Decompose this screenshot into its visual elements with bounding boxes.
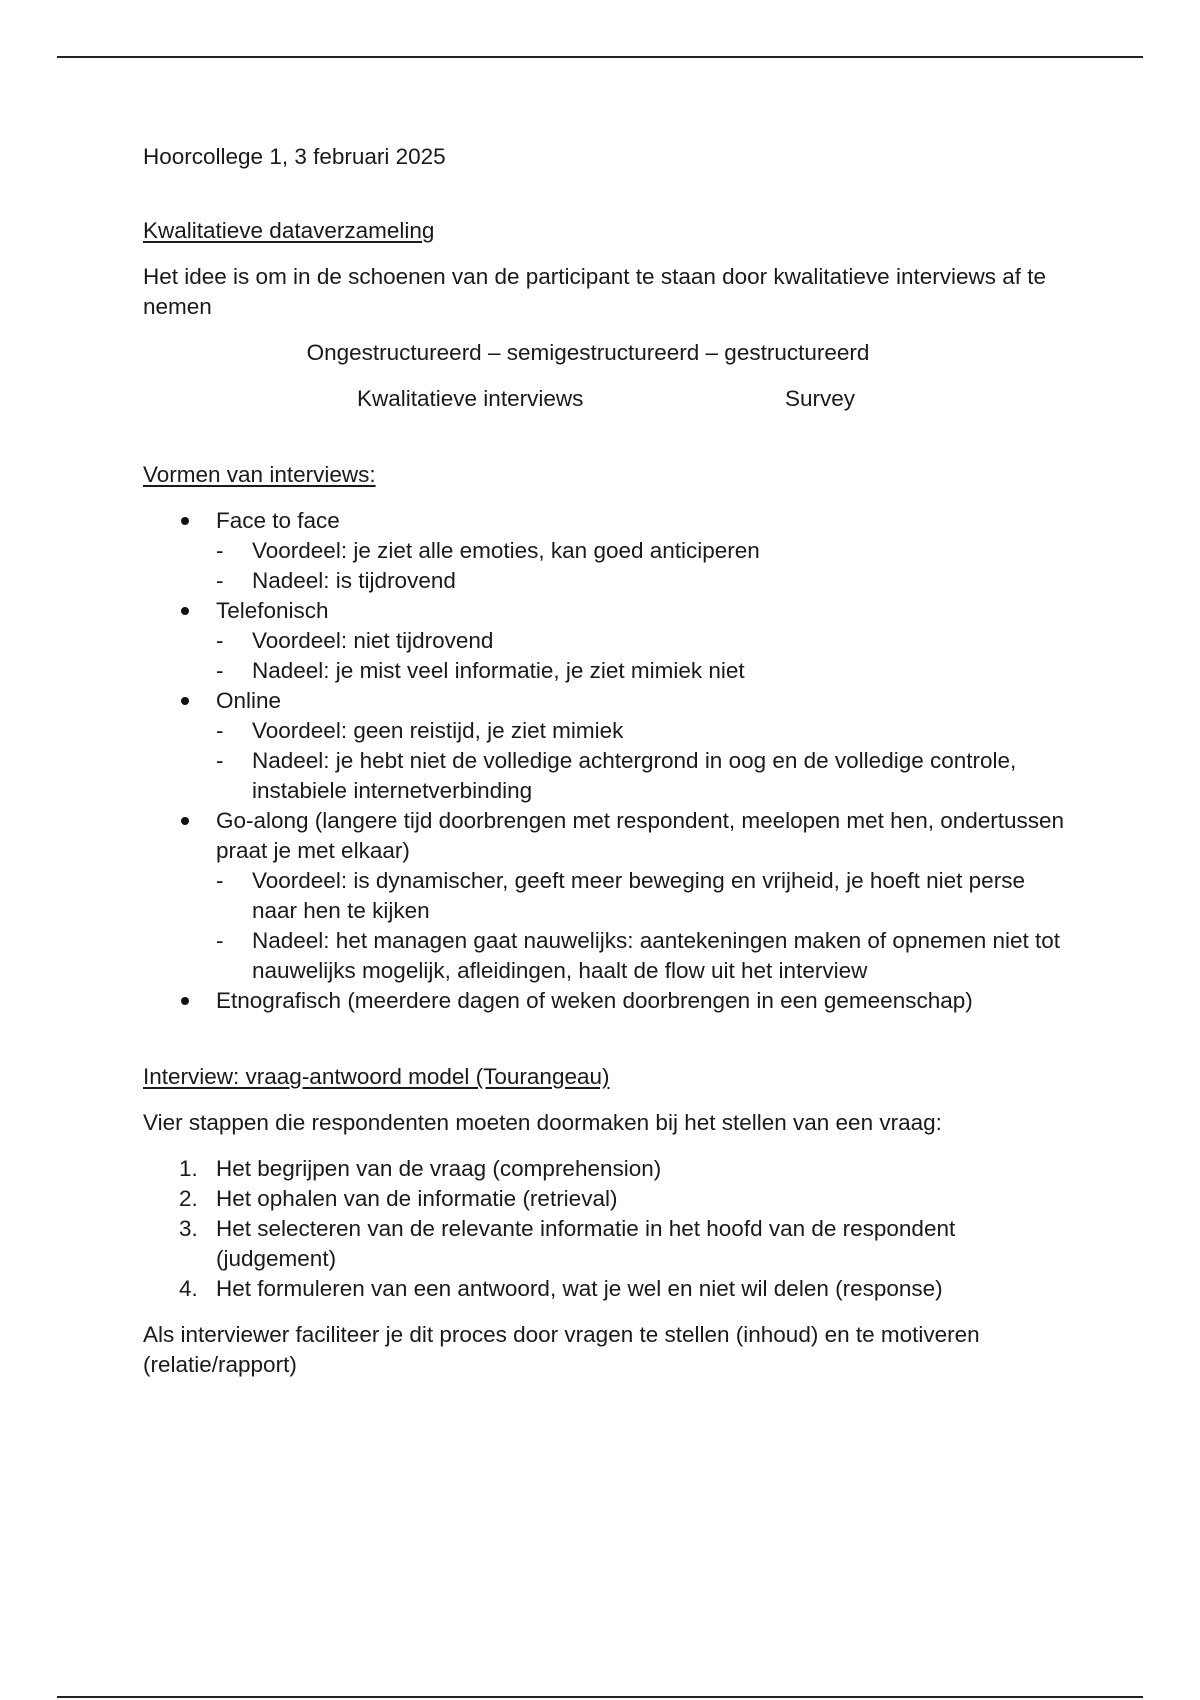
structure-spectrum: Ongestructureerd – semigestructureerd – gestructureerd — [306, 340, 870, 365]
sub-list-item-text: Voordeel: je ziet alle emoties, kan goed anticiperen — [252, 538, 760, 563]
interview-forms-list — [143, 506, 1073, 1016]
bullet-icon — [181, 997, 189, 1005]
sub-list-item-text: Nadeel: het managen gaat nauwelijks: aantekeningen maken of opnemen niet tot nauwelijks mogelijk, afleidingen, haalt de flow uit het interview — [252, 928, 1061, 983]
step-number: 2. — [179, 1186, 198, 1211]
dash-icon: - — [216, 748, 224, 773]
sub-list-item — [216, 536, 1073, 566]
sub-list-item-text: Nadeel: je hebt niet de volledige achtergrond in oog en de volledige controle, instabiele internetverbinding — [252, 748, 1017, 803]
document-page — [143, 142, 1073, 1396]
sub-list — [216, 716, 1073, 806]
spectrum-label-right: Survey — [785, 386, 856, 411]
dash-icon: - — [216, 568, 224, 593]
bullet-icon — [181, 697, 189, 705]
bottom-rule — [57, 1696, 1143, 1698]
document-title: Hoorcollege 1, 3 februari 2025 — [143, 144, 446, 169]
sub-list-item — [216, 866, 1073, 926]
step-text: Het selecteren van de relevante informatie in het hoofd van de respondent (judgement) — [216, 1216, 956, 1271]
step-text: Het ophalen van de informatie (retrieval) — [216, 1186, 618, 1211]
list-item-label: Etnografisch (meerdere dagen of weken doorbrengen in een gemeenschap) — [216, 988, 973, 1013]
step-item — [143, 1184, 1073, 1214]
step-text: Het begrijpen van de vraag (comprehension) — [216, 1156, 662, 1181]
dash-icon: - — [216, 628, 224, 653]
bullet-icon — [181, 607, 189, 615]
sub-list — [216, 866, 1073, 986]
sub-list-item — [216, 746, 1073, 806]
list-item-label: Go-along (langere tijd doorbrengen met respondent, meelopen met hen, ondertussen praat je met elkaar) — [216, 808, 1065, 863]
step-number: 3. — [179, 1216, 198, 1241]
steps-intro: Vier stappen die respondenten moeten doormaken bij het stellen van een vraag: — [143, 1110, 942, 1135]
intro-paragraph: Het idee is om in de schoenen van de participant te staan door kwalitatieve interviews af te nemen — [143, 264, 1047, 319]
bullet-icon — [181, 817, 189, 825]
step-item — [143, 1154, 1073, 1184]
dash-icon: - — [216, 868, 224, 893]
list-item-label: Online — [216, 688, 282, 713]
heading-vraag-antwoord-model: Interview: vraag-antwoord model (Tourangeau) — [143, 1064, 610, 1089]
sub-list-item-text: Voordeel: is dynamischer, geeft meer beweging en vrijheid, je hoeft niet perse naar hen te kijken — [252, 868, 1025, 923]
dash-icon: - — [216, 538, 224, 563]
list-item-label: Face to face — [216, 508, 340, 533]
step-number: 4. — [179, 1276, 198, 1301]
step-text: Het formuleren van een antwoord, wat je wel en niet wil delen (response) — [216, 1276, 943, 1301]
spectrum-label-left: Kwalitatieve interviews — [357, 386, 584, 411]
step-item — [143, 1214, 1073, 1274]
step-item — [143, 1274, 1073, 1304]
sub-list — [216, 536, 1073, 596]
sub-list-item — [216, 716, 1073, 746]
list-item — [143, 986, 1073, 1016]
sub-list-item-text: Nadeel: is tijdrovend — [252, 568, 456, 593]
sub-list-item — [216, 566, 1073, 596]
dash-icon: - — [216, 718, 224, 743]
sub-list-item-text: Voordeel: niet tijdrovend — [252, 628, 494, 653]
steps-list — [143, 1154, 1073, 1304]
sub-list — [216, 626, 1073, 686]
list-item — [143, 506, 1073, 596]
dash-icon: - — [216, 658, 224, 683]
dash-icon: - — [216, 928, 224, 953]
sub-list-item-text: Nadeel: je mist veel informatie, je ziet mimiek niet — [252, 658, 745, 683]
step-number: 1. — [179, 1156, 198, 1181]
top-rule — [57, 56, 1143, 58]
spectrum-labels — [143, 384, 1073, 414]
heading-kwalitatieve-dataverzameling: Kwalitatieve dataverzameling — [143, 218, 435, 243]
heading-vormen-van-interviews: Vormen van interviews: — [143, 462, 376, 487]
sub-list-item — [216, 926, 1073, 986]
list-item — [143, 686, 1073, 806]
list-item — [143, 596, 1073, 686]
sub-list-item — [216, 656, 1073, 686]
bullet-icon — [181, 517, 189, 525]
sub-list-item — [216, 626, 1073, 656]
list-item — [143, 806, 1073, 986]
sub-list-item-text: Voordeel: geen reistijd, je ziet mimiek — [252, 718, 624, 743]
list-item-label: Telefonisch — [216, 598, 329, 623]
closing-paragraph: Als interviewer faciliteer je dit proces door vragen te stellen (inhoud) en te motiveren (relatie/rapport) — [143, 1322, 980, 1377]
